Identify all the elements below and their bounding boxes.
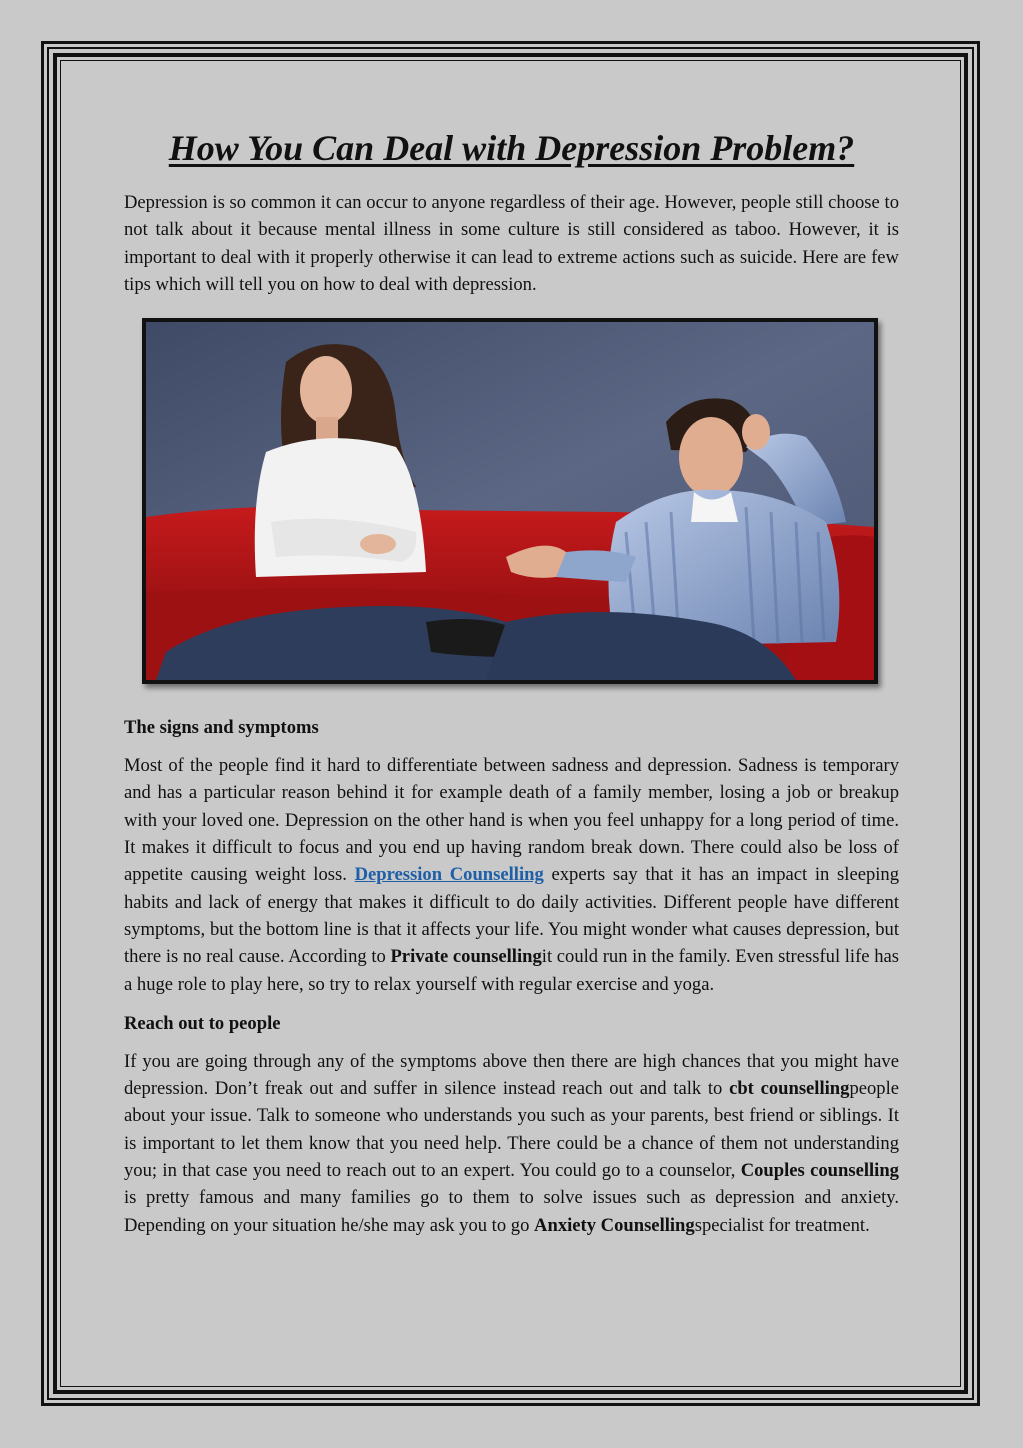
private-counselling-bold: Private counselling bbox=[390, 946, 542, 968]
cbt-counselling-bold: cbt counselling bbox=[729, 1078, 850, 1100]
couple-on-sofa-photo bbox=[142, 318, 878, 684]
anxiety-counselling-bold: Anxiety Counselling bbox=[534, 1214, 695, 1236]
couples-counselling-bold: Couples counselling bbox=[740, 1160, 899, 1182]
signs-paragraph bbox=[124, 752, 899, 998]
reach-text-a: If you are going through any of the symptoms above then there are high chances that you might have depression. Don’t freak out and suffer in silence instead reach out and talk to bbox=[124, 1050, 899, 1100]
photo-illustration bbox=[146, 322, 874, 680]
section-heading-signs: The signs and symptoms bbox=[124, 717, 319, 739]
reach-text-b: people about your issue. Talk to someone who understands you such as your parents, best friend or siblings. It is important to let them know that you need help. There could be a chance of them not understanding you; in that case you need to reach out to an expert. You could go to a counselor, bbox=[124, 1078, 900, 1182]
reach-out-paragraph bbox=[124, 1048, 899, 1239]
article-title: How You Can Deal with Depression Problem? bbox=[168, 128, 855, 168]
section-heading-reach-out: Reach out to people bbox=[124, 1012, 281, 1034]
article bbox=[124, 125, 899, 1239]
depression-counselling-link[interactable]: Depression Counselling bbox=[354, 864, 544, 886]
signs-text-b: experts say that it has an impact in sleeping habits and lack of energy that makes it difficult to do daily activities. Different people have different symptoms, but the bottom line is that it affects your life. You might wonder what causes depression, but there is no real cause. According to bbox=[124, 864, 900, 968]
reach-text-c: is pretty famous and many families go to them to solve issues such as depression and anxiety. Depending on your situation he/she may ask you to go bbox=[124, 1187, 899, 1236]
signs-text-c: it could run in the family. Even stressful life has a huge role to play here, so try to relax yourself with regular exercise and yoga. bbox=[124, 946, 899, 995]
signs-text-a: Most of the people find it hard to differentiate between sadness and depression. Sadness is temporary and has a particular reason behind it for example death of a family member, losing a job or breakup with your loved one. Depression on the other hand is when you feel unhappy for a long period of time. It makes it difficult to focus and you end up having random break down. There could also be loss of appetite causing weight loss. bbox=[124, 755, 899, 886]
reach-text-d: specialist for treatment. bbox=[694, 1214, 870, 1236]
intro-paragraph: Depression is so common it can occur to anyone regardless of their age. However, people still choose to not talk about it because mental illness in some culture is still considered as taboo. However, it is important to deal with it properly otherwise it can lead to extreme actions such as suicide. Here are few tips which will tell you on how to deal with depression. bbox=[124, 192, 899, 295]
